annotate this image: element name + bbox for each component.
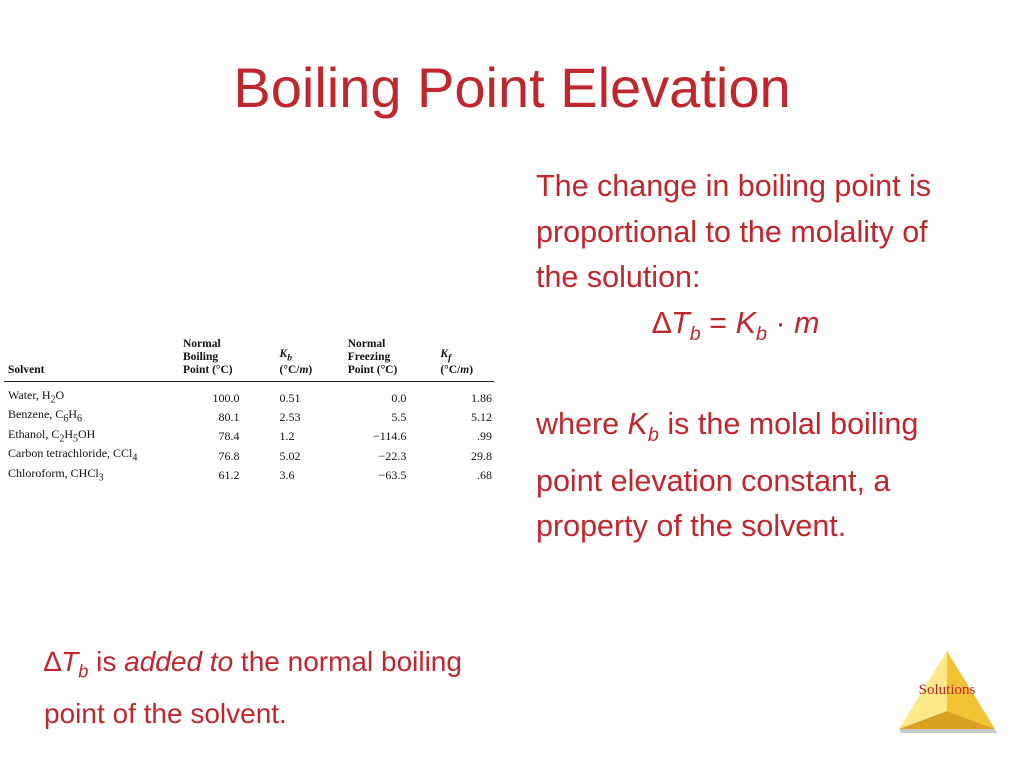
solutions-badge[interactable]: [897, 649, 997, 737]
cell-boiling-point: 80.1: [218, 410, 240, 425]
cell-freezing-point: −63.5: [378, 468, 407, 483]
cell-solvent: Ethanol, $C_2H_5OH$: [8, 426, 96, 445]
badge-label: Solutions: [918, 682, 976, 698]
cell-kf: 1.86: [471, 390, 492, 405]
cell-solvent: Water, $H_2O$: [8, 388, 65, 406]
cell-kb: 3.6: [279, 468, 295, 483]
cell-freezing-point: −114.6: [373, 429, 407, 444]
delta-tb-note: $\Delta T_b$ is added to the normal boiling point of the solvent.: [44, 646, 462, 729]
kb-definition-text: where $K_b$ is the molal boiling point elevation constant, a property of the solvent.: [536, 407, 919, 544]
table-header-row: [4, 338, 494, 382]
slide-title: Boiling Point Elevation: [233, 56, 791, 119]
cell-freezing-point: 0.0: [391, 390, 407, 405]
cell-boiling-point: 78.4: [218, 429, 240, 444]
explanation-block: [536, 164, 956, 550]
header-boiling-point: Normal Boiling Point (°C): [183, 338, 233, 376]
cell-freezing-point: 5.5: [391, 410, 407, 425]
boiling-point-formula: $\Delta T_b = K_b \cdot m$: [652, 305, 820, 345]
cell-kb: 2.53: [279, 410, 301, 425]
cell-kf: .99: [477, 429, 492, 444]
solvent-properties-table: [4, 338, 498, 485]
intro-text: The change in boiling point is proportional to the molality of the solution:: [536, 169, 932, 294]
cell-freezing-point: −22.3: [378, 448, 407, 463]
cell-kb: 1.2: [279, 429, 295, 444]
header-kb: $K_b$ (°C/m): [279, 347, 313, 376]
table-row: [4, 407, 494, 426]
table-row: [4, 446, 494, 465]
properties-table: [4, 338, 494, 485]
header-solvent: Solvent: [8, 364, 45, 376]
table-row: [4, 382, 494, 408]
cell-solvent: Chloroform, CHCl$_3$: [8, 465, 104, 483]
cell-kf: 5.12: [471, 410, 492, 425]
cell-kb: 0.51: [279, 390, 301, 405]
cell-kb: 5.02: [279, 448, 301, 463]
cell-kf: 29.8: [471, 448, 492, 463]
cell-boiling-point: 100.0: [212, 390, 240, 405]
cell-boiling-point: 61.2: [218, 468, 240, 483]
cell-solvent: Carbon tetrachloride, CCl$_4$: [8, 446, 138, 464]
table-row: [4, 427, 494, 446]
cell-boiling-point: 76.8: [218, 448, 240, 463]
cell-solvent: Benzene, $C_6H_6$: [8, 407, 82, 425]
header-freezing-point: Normal Freezing Point (°C): [347, 338, 398, 376]
table-row: [4, 466, 494, 485]
cell-kf: .68: [477, 468, 492, 483]
header-kf: $K_f$ (°C/m): [440, 347, 474, 376]
